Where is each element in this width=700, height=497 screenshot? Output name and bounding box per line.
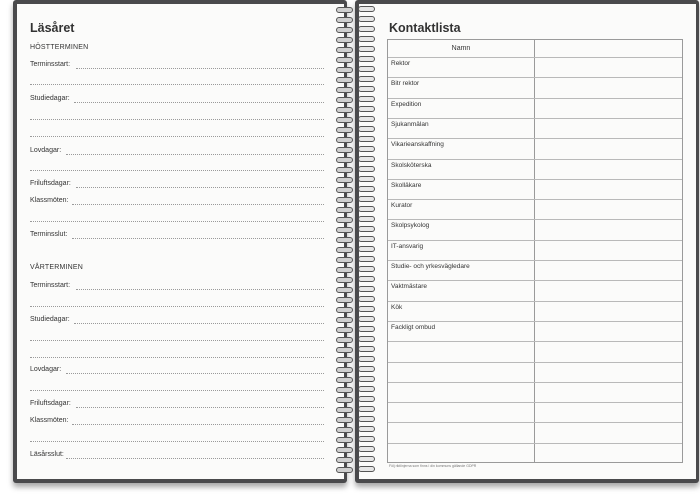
spiral-ring <box>333 26 377 32</box>
contact-role-label: Fackligt ombud <box>391 323 436 331</box>
write-line[interactable] <box>30 390 324 391</box>
table-row[interactable] <box>388 321 682 341</box>
spiral-ring <box>333 106 377 112</box>
spiral-ring <box>333 76 377 82</box>
spiral-ring <box>333 276 377 282</box>
table-row[interactable] <box>388 240 682 260</box>
table-row[interactable] <box>388 382 682 402</box>
table-row[interactable] <box>388 341 682 361</box>
spiral-ring <box>333 246 377 252</box>
field-label: Lovdagar: <box>30 366 62 373</box>
spiral-ring <box>333 446 377 452</box>
table-row[interactable] <box>388 362 682 382</box>
spiral-ring <box>333 376 377 382</box>
spiral-ring <box>333 116 377 122</box>
write-line[interactable] <box>74 102 324 103</box>
contact-role-label: Rektor <box>391 60 411 67</box>
spiral-ring <box>333 456 377 462</box>
write-line[interactable] <box>30 84 324 85</box>
spiral-ring <box>333 206 377 212</box>
write-line[interactable] <box>72 424 324 425</box>
contact-role-label: Skolpsykolog <box>391 222 430 230</box>
write-line[interactable] <box>30 221 324 222</box>
spiral-ring <box>333 16 377 22</box>
table-row[interactable] <box>388 57 682 77</box>
spiral-ring <box>333 226 377 232</box>
field-label: Terminsstart: <box>30 61 71 68</box>
spiral-ring <box>333 306 377 312</box>
table-row[interactable] <box>388 301 682 321</box>
page-title-lasaret: Läsåret <box>30 21 75 35</box>
table-row[interactable] <box>388 443 682 463</box>
table-row[interactable] <box>388 199 682 219</box>
contact-role-label: Sjukanmälan <box>391 120 429 128</box>
field-label: Läsårsslut: <box>30 451 64 458</box>
spiral-ring <box>333 436 377 442</box>
spiral-ring <box>333 316 377 322</box>
page-title-kontaktlista: Kontaktlista <box>389 21 461 35</box>
write-line[interactable] <box>72 238 324 239</box>
spiral-ring <box>333 166 377 172</box>
spiral-ring <box>333 366 377 372</box>
contact-role-label: Studie- och yrkesvägledare <box>391 263 470 270</box>
spiral-ring <box>333 6 377 12</box>
contact-role-label: Vikarieanskaffning <box>391 141 444 149</box>
field-label: Lovdagar: <box>30 147 62 154</box>
field-label: Klassmöten: <box>30 197 69 204</box>
spiral-ring <box>333 36 377 42</box>
spiral-ring <box>333 96 377 102</box>
table-row[interactable] <box>388 138 682 158</box>
contact-role-label: IT-ansvarig <box>391 242 424 250</box>
spiral-ring <box>333 146 377 152</box>
spiral-ring <box>333 86 377 92</box>
field-label: Friluftsdagar: <box>30 400 71 407</box>
section-heading-autumn: HÖSTTERMINEN <box>30 44 89 51</box>
field-label: Studiedagar: <box>30 316 70 323</box>
table-row[interactable] <box>388 402 682 422</box>
contact-role-label: Kurator <box>391 202 413 210</box>
table-row[interactable] <box>388 260 682 280</box>
write-line[interactable] <box>30 357 324 358</box>
spiral-ring <box>333 336 377 342</box>
write-line[interactable] <box>74 323 324 324</box>
section-heading-spring: VÅRTERMINEN <box>30 264 84 271</box>
footnote: Följ riktlinjerna som finns i din kommuns gällande GDPR <box>389 464 477 468</box>
spiral-ring <box>333 126 377 132</box>
table-row[interactable] <box>388 280 682 300</box>
write-line[interactable] <box>72 204 324 205</box>
write-line[interactable] <box>30 306 324 307</box>
field-label: Klassmöten: <box>30 417 69 424</box>
table-row[interactable] <box>388 179 682 199</box>
table-row[interactable] <box>388 159 682 179</box>
contact-role-label: Kök <box>391 303 403 311</box>
table-row[interactable] <box>388 98 682 118</box>
spiral-ring <box>333 326 377 332</box>
contact-role-label: Bitr rektor <box>391 80 420 88</box>
spiral-ring <box>333 176 377 182</box>
write-line[interactable] <box>76 68 324 69</box>
spiral-ring <box>333 236 377 242</box>
spiral-ring <box>333 216 377 222</box>
contact-role-label: Skolsköterska <box>391 161 432 169</box>
contact-role-label: Skolläkare <box>391 181 422 189</box>
table-header-name: Namn <box>451 45 471 52</box>
write-line[interactable] <box>76 289 324 290</box>
spiral-ring <box>333 356 377 362</box>
spiral-ring <box>333 296 377 302</box>
write-line[interactable] <box>30 340 324 341</box>
spiral-ring <box>333 416 377 422</box>
spiral-ring <box>333 156 377 162</box>
table-row[interactable] <box>388 77 682 97</box>
write-line[interactable] <box>66 154 324 155</box>
write-line[interactable] <box>30 441 324 442</box>
field-label: Terminsslut: <box>30 231 68 238</box>
spiral-ring <box>333 56 377 62</box>
spiral-ring <box>333 466 377 472</box>
spiral-ring <box>333 196 377 202</box>
spiral-ring <box>333 396 377 402</box>
field-label: Studiedagar: <box>30 95 70 102</box>
contact-role-label: Expedition <box>391 100 422 108</box>
spiral-ring <box>333 406 377 412</box>
write-line[interactable] <box>30 136 324 137</box>
spiral-ring <box>333 346 377 352</box>
spiral-ring <box>333 186 377 192</box>
table-row[interactable] <box>388 422 682 442</box>
spiral-ring <box>333 66 377 72</box>
write-line[interactable] <box>66 373 324 374</box>
write-line[interactable] <box>76 407 324 408</box>
spiral-ring <box>333 136 377 142</box>
spiral-ring <box>333 386 377 392</box>
contact-role-label: Vaktmästare <box>391 283 428 291</box>
write-line[interactable] <box>30 170 324 171</box>
write-line[interactable] <box>66 458 324 459</box>
field-label: Friluftsdagar: <box>30 180 71 187</box>
table-row[interactable] <box>388 118 682 138</box>
spiral-binding <box>333 6 377 476</box>
write-line[interactable] <box>76 187 324 188</box>
spiral-ring <box>333 286 377 292</box>
spiral-ring <box>333 266 377 272</box>
contact-table <box>387 39 683 463</box>
field-label: Terminsstart: <box>30 282 71 289</box>
spiral-ring <box>333 256 377 262</box>
spiral-ring <box>333 426 377 432</box>
spiral-ring <box>333 46 377 52</box>
table-row[interactable] <box>388 219 682 239</box>
write-line[interactable] <box>30 119 324 120</box>
